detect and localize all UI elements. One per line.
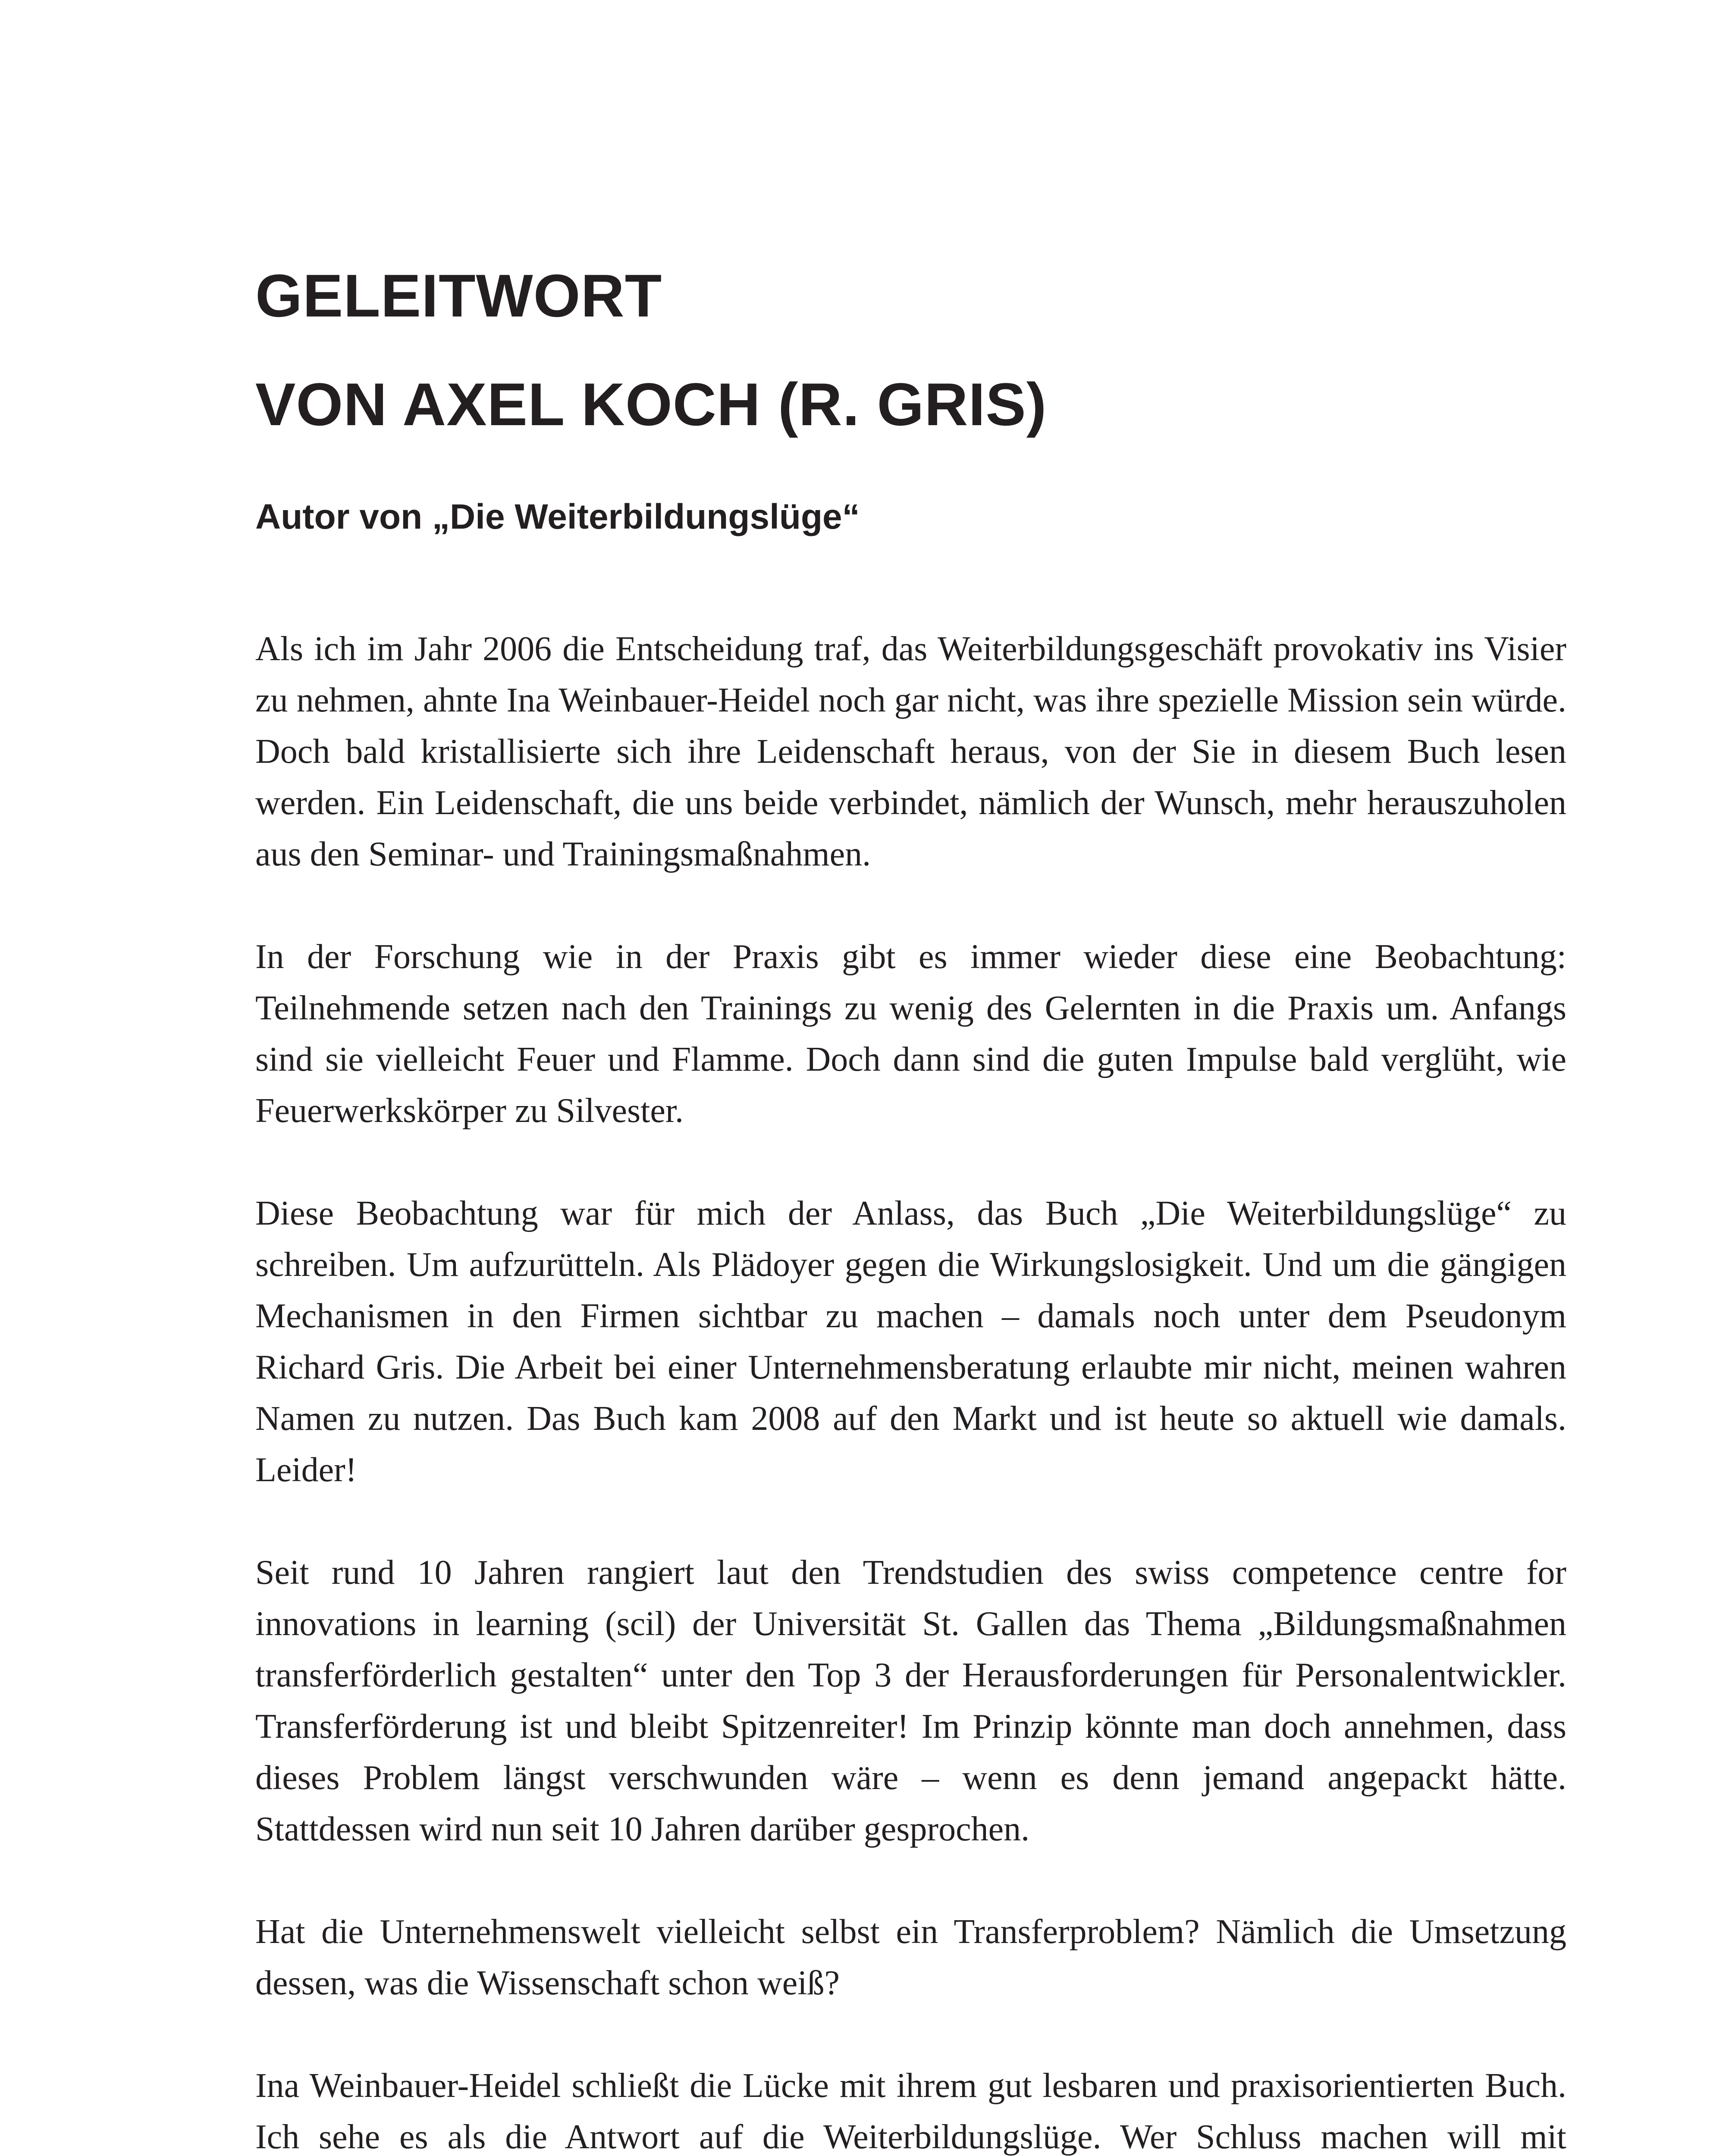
author-subtitle: Autor von „Die Weiterbildungslüge“ (255, 497, 860, 536)
body-text (255, 624, 1566, 2156)
paragraph-6: Ina Weinbauer-Heidel schließt die Lücke mit ihrem gut lesbaren und praxisorientierten Buch. Ich sehe es als die Antwort auf die Weiterbildungslüge. Wer Schluss machen will mit (255, 2067, 1566, 2156)
paragraph-1: Als ich im Jahr 2006 die Entscheidung traf, das Weiterbildungsgeschäft provokativ ins Visier zu nehmen, ahnte Ina Weinbauer-Heidel noch gar nicht, was ihre spezielle Mission sein würde. Doch bald kristallisierte sich ihre Leidenschaft heraus, von der Sie in diesem Buch lesen werden. Ein Leidenschaft, die uns beide verbindet, nämlich der Wunsch, mehr herauszuholen aus den Seminar- und Trainingsmaßnahmen. (255, 630, 1566, 873)
paragraph-5: Hat die Unternehmenswelt vielleicht selbst ein Transferproblem? Nämlich die Umsetzung dessen, was die Wissenschaft schon weiß? (255, 1913, 1566, 2002)
paragraph-2: In der Forschung wie in der Praxis gibt es immer wieder diese eine Beobachtung: Teilnehmende setzen nach den Trainings zu wenig des Gelernten in die Praxis um. Anfangs sind sie vielleicht Feuer und Flamme. Doch dann sind die guten Impulse bald verglüht, wie Feuerwerkskörper zu Silvester. (255, 938, 1566, 1130)
paragraph-3: Diese Beobachtung war für mich der Anlass, das Buch „Die Weiterbildungslüge“ zu schreiben. Um aufzurütteln. Als Plädoyer gegen die Wirkungslosigkeit. Und um die gängigen Mechanismen in den Firmen sichtbar zu machen – damals noch unter dem Pseudonym Richard Gris. Die Arbeit bei einer Unternehmensberatung erlaubte mir nicht, meinen wahren Namen zu nutzen. Das Buch kam 2008 auf den Markt und ist heute so aktuell wie damals. Leider! (255, 1194, 1566, 1489)
paragraph-4: Seit rund 10 Jahren rangiert laut den Trendstudien des swiss competence centre for innovations in learning (scil) der Universität St. Gallen das Thema „Bildungsmaßnahmen transferförderlich gestalten“ unter den Top 3 der Herausforderungen für Personalentwickler. Transferförderung ist und bleibt Spitzenreiter! Im Prinzip könnte man doch annehmen, dass dieses Problem längst verschwunden wäre – wenn es denn jemand angepackt hätte. Stattdessen wird nun seit 10 Jahren darüber gesprochen. (255, 1554, 1566, 1848)
page-title (255, 241, 1566, 459)
title-line-1: GELEITWORT (255, 262, 662, 329)
page-content (255, 241, 1566, 2156)
title-line-2: VON AXEL KOCH (R. GRIS) (255, 370, 1047, 438)
